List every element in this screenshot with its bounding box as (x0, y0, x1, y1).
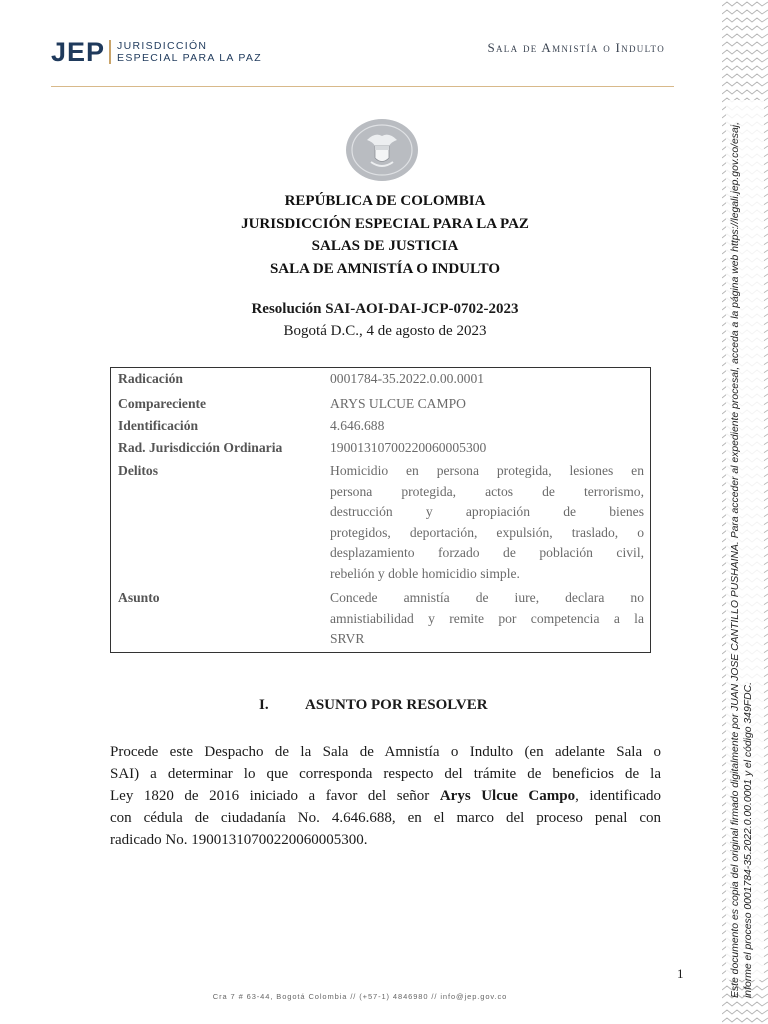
document-titles (110, 190, 660, 280)
value-line: amnistiabilidad y remite por competencia a la (330, 610, 644, 626)
row-label: Rad. Jurisdicción Ordinaria (118, 440, 283, 455)
row-value: 19001310700220060005300 (330, 440, 487, 455)
digital-signature-note (730, 98, 755, 998)
section-title: ASUNTO POR RESOLVER (305, 697, 488, 713)
body-text: Ley 1820 de 2016 iniciado a favor del señor (110, 788, 440, 804)
value-line: SRVR (330, 631, 365, 647)
body-line: SAI) a determinar lo que corresponda respecto del trámite de beneficios de la (110, 766, 661, 782)
value-line: Concede amnistía de iure, declara no (330, 590, 644, 605)
value-line: persona protegida, actos de terrorismo, (330, 483, 644, 499)
value-line: Homicidio en persona protegida, lesiones en (330, 463, 644, 478)
body-text: , identificado (575, 788, 662, 804)
body-line: radicado No. 19001310700220060005300. (110, 832, 368, 848)
resolution-date: Bogotá D.C., 4 de agosto de 2023 (283, 323, 487, 339)
footer-contact: Cra 7 # 63-44, Bogotá Colombia // (+57-1) 4846980 // info@jep.gov.co (212, 992, 508, 1001)
row-value: 0001784-35.2022.0.00.0001 (330, 371, 485, 386)
title-jurisdiction: JURISDICCIÓN ESPECIAL PARA LA PAZ (241, 215, 529, 232)
case-info-table (110, 367, 651, 653)
title-republic: REPÚBLICA DE COLOMBIA (284, 193, 486, 209)
jep-logo (51, 38, 262, 66)
coat-of-arms-seal-icon (345, 118, 419, 182)
logo-wordmark: JEP (51, 37, 106, 67)
logo-line-2: ESPECIAL PARA LA PAZ (117, 52, 262, 64)
logo-divider (109, 40, 111, 64)
body-line: Procede este Despacho de la Sala de Amnistía o Indulto (en adelante Sala o (110, 744, 661, 760)
body-line: con cédula de ciudadanía No. 4.646.688, en el marco del proceso penal con (110, 810, 661, 826)
row-value: ARYS ULCUE CAMPO (330, 396, 466, 411)
header-section-name: Sala de Amnistía o Indulto (487, 40, 665, 55)
row-value (330, 588, 644, 650)
page-number: 1 (677, 966, 684, 981)
body-line (110, 785, 661, 807)
signature-note-line-1: Este documento es copia del original firmado digitalmente por JUAN JOSE CANTILLO PUSHAINA. Para acceder al expediente procesal, acceda a la página web https://legali.jep.gov.co/esaj, (730, 122, 741, 998)
row-label: Asunto (118, 590, 160, 605)
row-label: Delitos (118, 463, 159, 478)
resolution-title: Resolución SAI-AOI-DAI-JCP-0702-2023 (251, 301, 519, 317)
logo-subtitle (117, 40, 262, 64)
row-value: 4.646.688 (330, 418, 385, 433)
row-value (330, 461, 644, 585)
value-line: rebelión y doble homicidio simple. (330, 565, 520, 581)
row-label: Radicación (118, 371, 183, 386)
section-heading (259, 697, 488, 714)
row-label: Identificación (118, 418, 199, 433)
defendant-name: Arys Ulcue Campo (439, 788, 576, 804)
value-line: protegidos, deportación, expulsión, traslado, o (330, 524, 644, 540)
title-chambers: SALAS DE JUSTICIA (311, 238, 459, 254)
signature-note-line-2: informe el proceso 0001784-35.2022.0.00.0001 y el código 349FDC. (742, 682, 754, 998)
row-label: Compareciente (118, 396, 207, 411)
value-line: desplazamiento forzado de población civil, (330, 545, 644, 561)
header-rule (51, 86, 674, 87)
title-amnesty-chamber: SALA DE AMNISTÍA O INDULTO (269, 260, 501, 277)
section-number: I. (259, 697, 269, 713)
value-line: destrucción y apropiación de bienes (330, 504, 644, 520)
logo-line-1: JURISDICCIÓN (117, 40, 208, 52)
